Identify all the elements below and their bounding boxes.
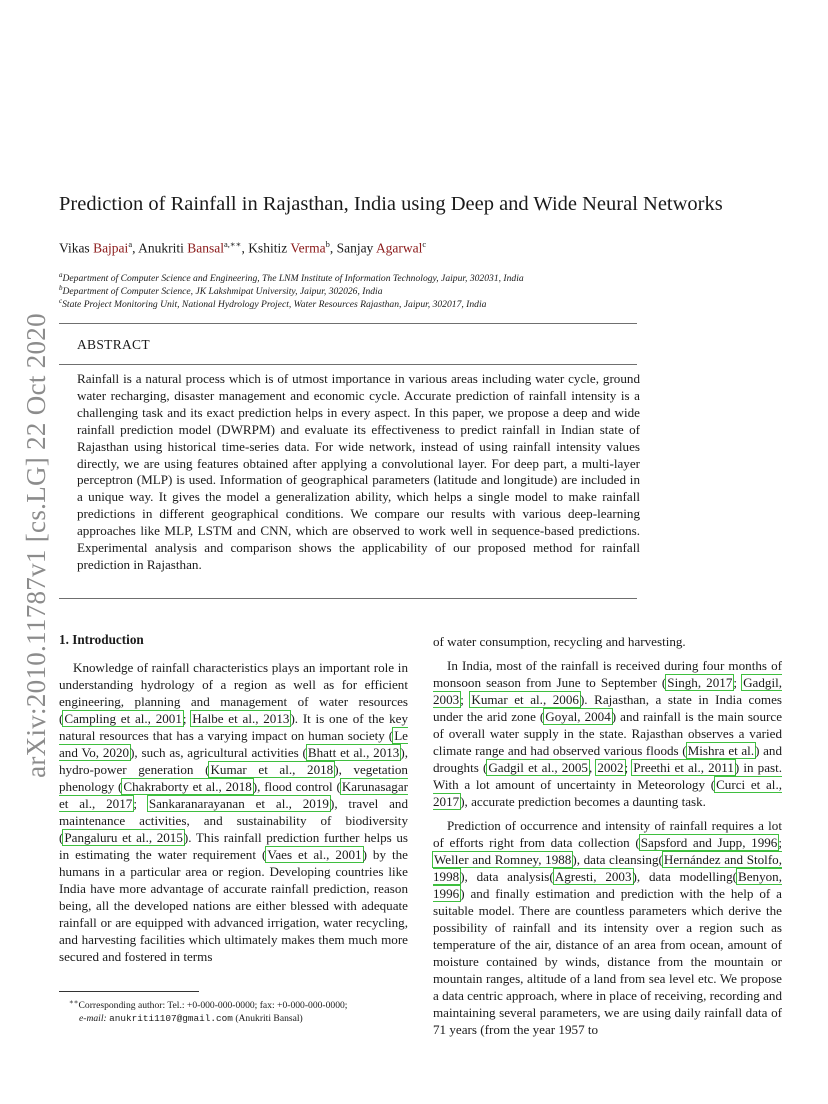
author-link[interactable]: Bajpai	[93, 240, 129, 256]
body-text: Prediction of occurrence and intensity of rainfall requires a lot of efforts right from data collection (	[433, 818, 782, 850]
body-text: ), travel and maintenance activities, and sustainability of biodiversity (	[59, 796, 408, 845]
footnote	[59, 996, 419, 1026]
citation-link[interactable]: Agresti, 2003	[554, 869, 632, 884]
author-separator: ,	[241, 240, 249, 256]
citation-link[interactable]: Chakraborty et al., 2018	[123, 779, 252, 794]
divider-bottom	[59, 598, 637, 599]
author-link[interactable]: Bansal	[187, 240, 224, 256]
author-affiliation-mark: c	[422, 239, 427, 249]
affiliation-text: State Project Monitoring Unit, National Hydrology Project, Water Resources Rajasthan, Jaipur, 302017, India	[62, 299, 487, 311]
body-text: ). This rainfall prediction further helps us in estimating the water requirement (	[59, 830, 408, 862]
footnote-rule	[59, 991, 199, 992]
body-text: ;	[778, 835, 782, 850]
email-link[interactable]: anukriti1107@gmail.com	[109, 1012, 233, 1024]
paragraph	[59, 659, 408, 965]
citation-link[interactable]: 2002	[597, 760, 624, 775]
body-text: ) and droughts (	[433, 743, 782, 775]
author-separator: ,	[329, 240, 337, 256]
affiliation-mark: a	[59, 271, 63, 279]
footnote-email-label: e-mail:	[79, 1012, 107, 1024]
body-text: ) and finally estimation and prediction with the help of a suitable model. There are countless parameters which derive the possibility of rainfall and its intensity over a region such as temperature of the air, distance of an area from ocean, amount of moisture contained by winds, distance from the mountain or mountain ranges, altitude of a land from sea level etc. We propose a data centric approach, where in place of receiving, recording and maintaining several parameters, we are using daily rainfall data of 71 years (from the year 1957 to	[433, 886, 782, 1037]
abstract-text: Rainfall is a natural process which is of utmost importance in various areas including water cycle, ground water recharging, disaster management and economic cycle. Accurate prediction of rainfall intensity is a challenging task and its exact prediction helps in every aspect. In this paper, we propose a deep and wide rainfall prediction model (DWRPM) and evaluate its effectiveness to predict rainfall in Indian state of Rajasthan using historical time-series data. For wide network, instead of using rainfall intensity values directly, we are using features obtained after applying a convolutional layer. For deep part, a multi-layer perceptron (MLP) is used. Information of geographical parameters (latitude and longitude) are included in a unique way. It gives the model a generalization ability, which helps a single model to make rainfall predictions in different geographical conditions. We compare our results with various deep-learning approaches like MLP, LSTM and CNN, which are observed to work well in sequence-based predictions. Experimental analysis and comparison shows the applicability of our proposed method for rainfall prediction in Rajasthan.	[77, 371, 640, 572]
citation-link[interactable]: Halbe et al., 2013	[192, 711, 290, 726]
citation-link[interactable]: Gadgil et al., 2005	[488, 760, 588, 775]
body-text: ), such as, agricultural activities (	[130, 745, 307, 760]
body-text: In India, most of the rainfall is received during four months of monsoon season from June to September (	[433, 658, 782, 690]
author-affiliation-mark: b	[325, 239, 330, 249]
body-text: ), vegetation phenology (	[59, 762, 408, 794]
body-text: ), flood control (	[252, 779, 341, 794]
paper-title: Prediction of Rainfall in Rajasthan, India using Deep and Wide Neural Networks	[59, 193, 723, 215]
author-affiliation-mark: a,∗∗	[223, 239, 242, 249]
left-column	[59, 659, 408, 965]
citation-link[interactable]: Goyal, 2004	[545, 709, 611, 724]
citation-link[interactable]: Hernández and Stolfo, 1998	[433, 852, 783, 884]
body-text: ,	[588, 760, 597, 775]
citation-link[interactable]: Curci et al., 2017	[433, 777, 782, 809]
citation-link[interactable]: Weller and Romney, 1988	[434, 852, 572, 867]
citation-link[interactable]: Karunasagar et al., 2017	[59, 779, 408, 811]
citation-link[interactable]: Sankaranarayanan et al., 2019	[148, 796, 329, 811]
affiliation-text: Department of Computer Science and Engineering, The LNM Institute of Information Technology, Jaipur, 302031, India	[62, 273, 524, 285]
citation-link[interactable]: Mishra et al.	[687, 743, 755, 758]
section-heading: 1. Introduction	[59, 632, 144, 647]
arxiv-stamp-text: arXiv:2010.11787v1 [cs.LG] 22 Oct 2020	[20, 312, 51, 778]
affiliation-c	[59, 297, 486, 310]
footnote-email-note: (Anukriti Bansal)	[235, 1012, 303, 1024]
paragraph	[433, 817, 782, 1038]
author-first-name: Kshitiz	[248, 240, 291, 256]
citation-link[interactable]: Le and Vo, 2020	[59, 728, 408, 760]
citation-link[interactable]: Campling et al., 2001	[64, 711, 182, 726]
citation-link[interactable]: Sapsford and Jupp, 1996	[640, 835, 778, 850]
divider-top	[59, 323, 637, 324]
body-text: ) and rainfall is the main source of overall water supply in the state. Rajasthan observes a varied climate range and had observed various floods (	[433, 709, 783, 758]
citation-link[interactable]: Gadgil, 2003	[433, 675, 782, 707]
citation-link[interactable]: Pangaluru et al., 2015	[64, 830, 183, 845]
paragraph	[433, 633, 782, 650]
body-text: ) by the humans in a particular area or region. Developing countries like India have more advantage of accurate rainfall prediction, reason being, all the developed nations are either blessed with adequate rainfall or are equipped with advanced irrigation, water recycling, and harvesting facilities which ultimately makes them much more secured and fostered in terms	[59, 847, 408, 964]
footnote-mark: ∗∗	[69, 998, 79, 1006]
citation-link[interactable]: Kumar et al., 2006	[471, 692, 579, 707]
body-text: ;	[133, 796, 148, 811]
body-text: of water consumption, recycling and harvesting.	[433, 634, 686, 649]
paragraph	[433, 657, 782, 810]
body-text: ), hydro-power generation (	[59, 745, 408, 777]
body-text: ). It is one of the key natural resources that has a varying impact on human society (	[59, 711, 408, 743]
body-text: ), data modelling(	[632, 869, 737, 884]
body-text: ;	[733, 675, 743, 690]
affiliation-mark: c	[59, 297, 63, 305]
abstract-heading: ABSTRACT	[77, 337, 150, 352]
author-link[interactable]: Verma	[290, 240, 326, 256]
footnote-contact: Corresponding author: Tel.: +0-000-000-0000; fax: +0-000-000-0000;	[78, 1000, 348, 1012]
body-text: ;	[182, 711, 192, 726]
body-text: ), data cleansing(	[572, 852, 663, 867]
citation-link[interactable]: Bhatt et al., 2013	[307, 745, 400, 760]
body-text: ). Rajasthan, a state in India comes under the arid zone (	[433, 692, 782, 724]
arxiv-identifier	[20, 297, 51, 793]
affiliation-b	[59, 284, 383, 297]
body-text: Knowledge of rainfall characteristics plays an important role in understanding hydrology of a region as well as for efficient engineering, planning and management of water resources (	[59, 660, 408, 726]
citation-link[interactable]: Kumar et al., 2018	[210, 762, 334, 777]
author-first-name: Anukriti	[138, 240, 188, 256]
citation-link[interactable]: Preethi et al., 2011	[633, 760, 734, 775]
affiliation-text: Department of Computer Science, JK Lakshmipat University, Jaipur, 302026, India	[62, 286, 383, 298]
author-first-name: Sanjay	[336, 240, 376, 256]
body-text: ;	[460, 692, 471, 707]
author-separator: ,	[132, 240, 139, 256]
body-text: ), data analysis(	[460, 869, 554, 884]
right-column	[433, 633, 782, 1038]
affiliation-a	[59, 271, 524, 284]
author-first-name: Vikas	[59, 240, 94, 256]
author-affiliation-mark: a	[128, 239, 133, 249]
author-list	[59, 239, 426, 257]
author-link[interactable]: Agarwal	[375, 240, 423, 256]
divider-abstract	[59, 364, 637, 365]
citation-link[interactable]: Vaes et al., 2001	[267, 847, 362, 862]
body-text: ) in past. With a lot amount of uncertainty in Meteorology (	[433, 760, 783, 792]
citation-link[interactable]: Singh, 2017	[667, 675, 733, 690]
body-text: ;	[624, 760, 633, 775]
affiliation-mark: b	[59, 284, 63, 292]
citation-link[interactable]: Benyon, 1996	[433, 869, 782, 901]
body-text: ), accurate prediction becomes a daunting task.	[460, 794, 706, 809]
